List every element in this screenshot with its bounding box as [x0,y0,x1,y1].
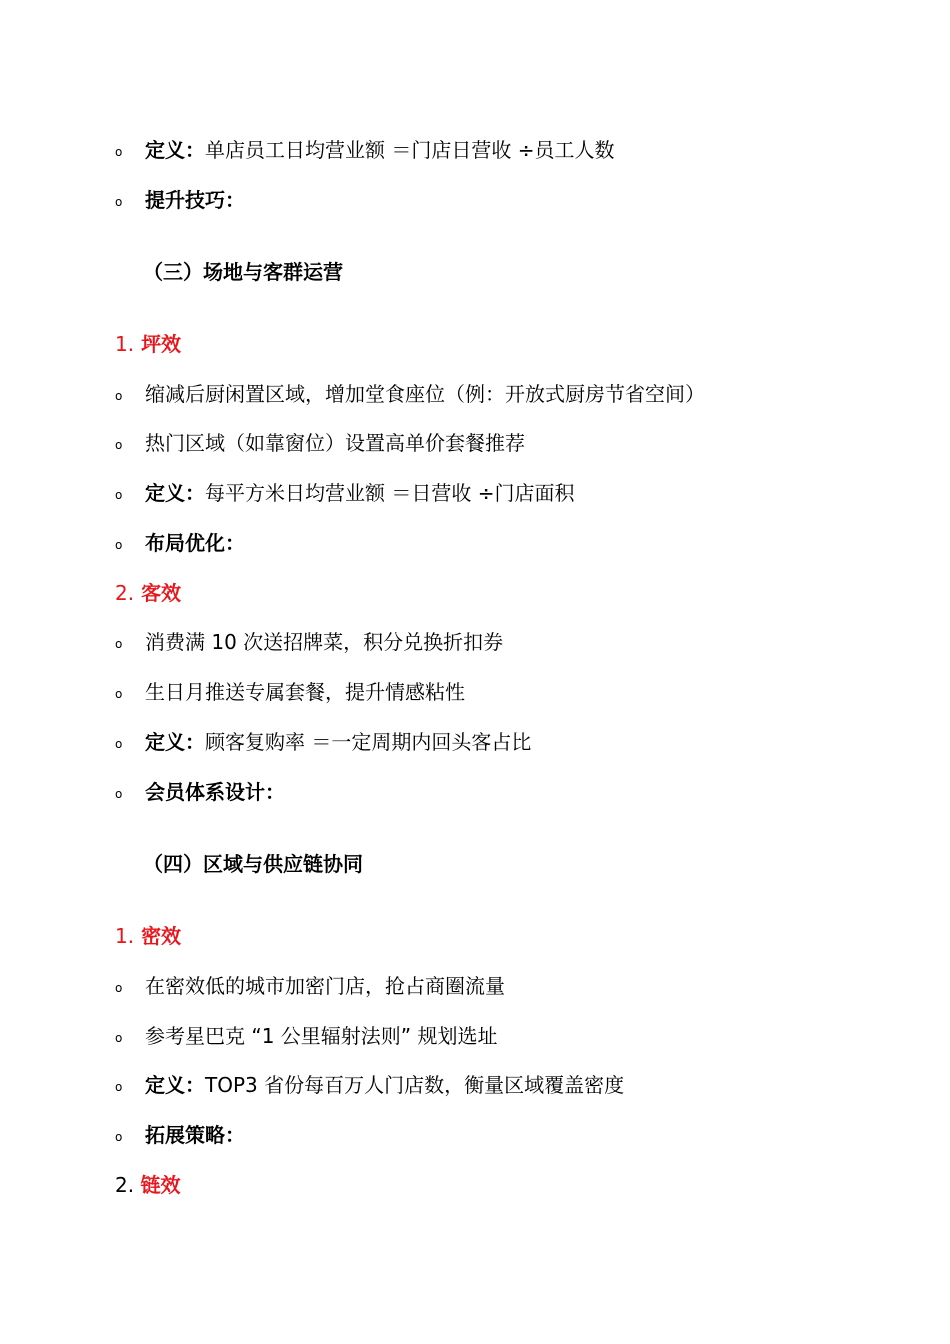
heading-title: 密效 [141,924,182,948]
bullet-marker: o [115,488,123,502]
definition-text: 单店员工日均营业额 ＝门店日营收 ÷员工人数 [205,138,615,162]
bullet-marker: o [115,787,123,801]
definition-label: 定义： [145,1073,205,1097]
section-title: （三）场地与客群运营 [143,260,343,284]
heading-number: 1. [115,924,135,948]
bullet-marker: o [115,1080,123,1094]
definition-text: 每平方米日均营业额 ＝日营收 ÷门店面积 [205,481,575,505]
bullet-marker: o [115,438,123,452]
definition-text: 顾客复购率 ＝一定周期内回头客占比 [205,730,532,754]
layout-label: 布局优化： [145,531,245,555]
heading-title: 坪效 [141,332,182,356]
bullet-text: 生日月推送专属套餐，提升情感粘性 [145,680,465,704]
member-label: 会员体系设计： [145,780,285,804]
bullet-marker: o [115,1031,123,1045]
definition-label: 定义： [145,481,205,505]
heading-title: 链效 [140,1173,181,1197]
section-title: （四）区域与供应链协同 [143,852,363,876]
definition-text: TOP3 省份每百万人门店数，衡量区域覆盖密度 [205,1073,625,1097]
bullet-text: 在密效低的城市加密门店，抢占商圈流量 [145,974,505,998]
bullet-marker: o [115,145,123,159]
bullet-marker: o [115,637,123,651]
bullet-text: 热门区域（如靠窗位）设置高单价套餐推荐 [145,431,525,455]
bullet-text: 参考星巴克 “1 公里辐射法则” 规划选址 [145,1024,498,1048]
expand-label: 拓展策略： [145,1123,245,1147]
bullet-text: 缩减后厨闲置区域，增加堂食座位（例：开放式厨房节省空间） [145,382,705,406]
bullet-marker: o [115,687,123,701]
bullet-marker: o [115,981,123,995]
bullet-marker: o [115,737,123,751]
definition-label: 定义： [145,138,205,162]
heading-number: 2. [115,581,135,605]
bullet-marker: o [115,538,123,552]
bullet-marker: o [115,1130,123,1144]
bullet-marker: o [115,195,123,209]
tips-label: 提升技巧： [145,188,245,212]
heading-number: 1. [115,332,135,356]
heading-title: 客效 [141,581,182,605]
bullet-text: 消费满 10 次送招牌菜，积分兑换折扣券 [145,630,504,654]
bullet-marker: o [115,389,123,403]
definition-label: 定义： [145,730,205,754]
heading-number: 2. [115,1173,135,1197]
